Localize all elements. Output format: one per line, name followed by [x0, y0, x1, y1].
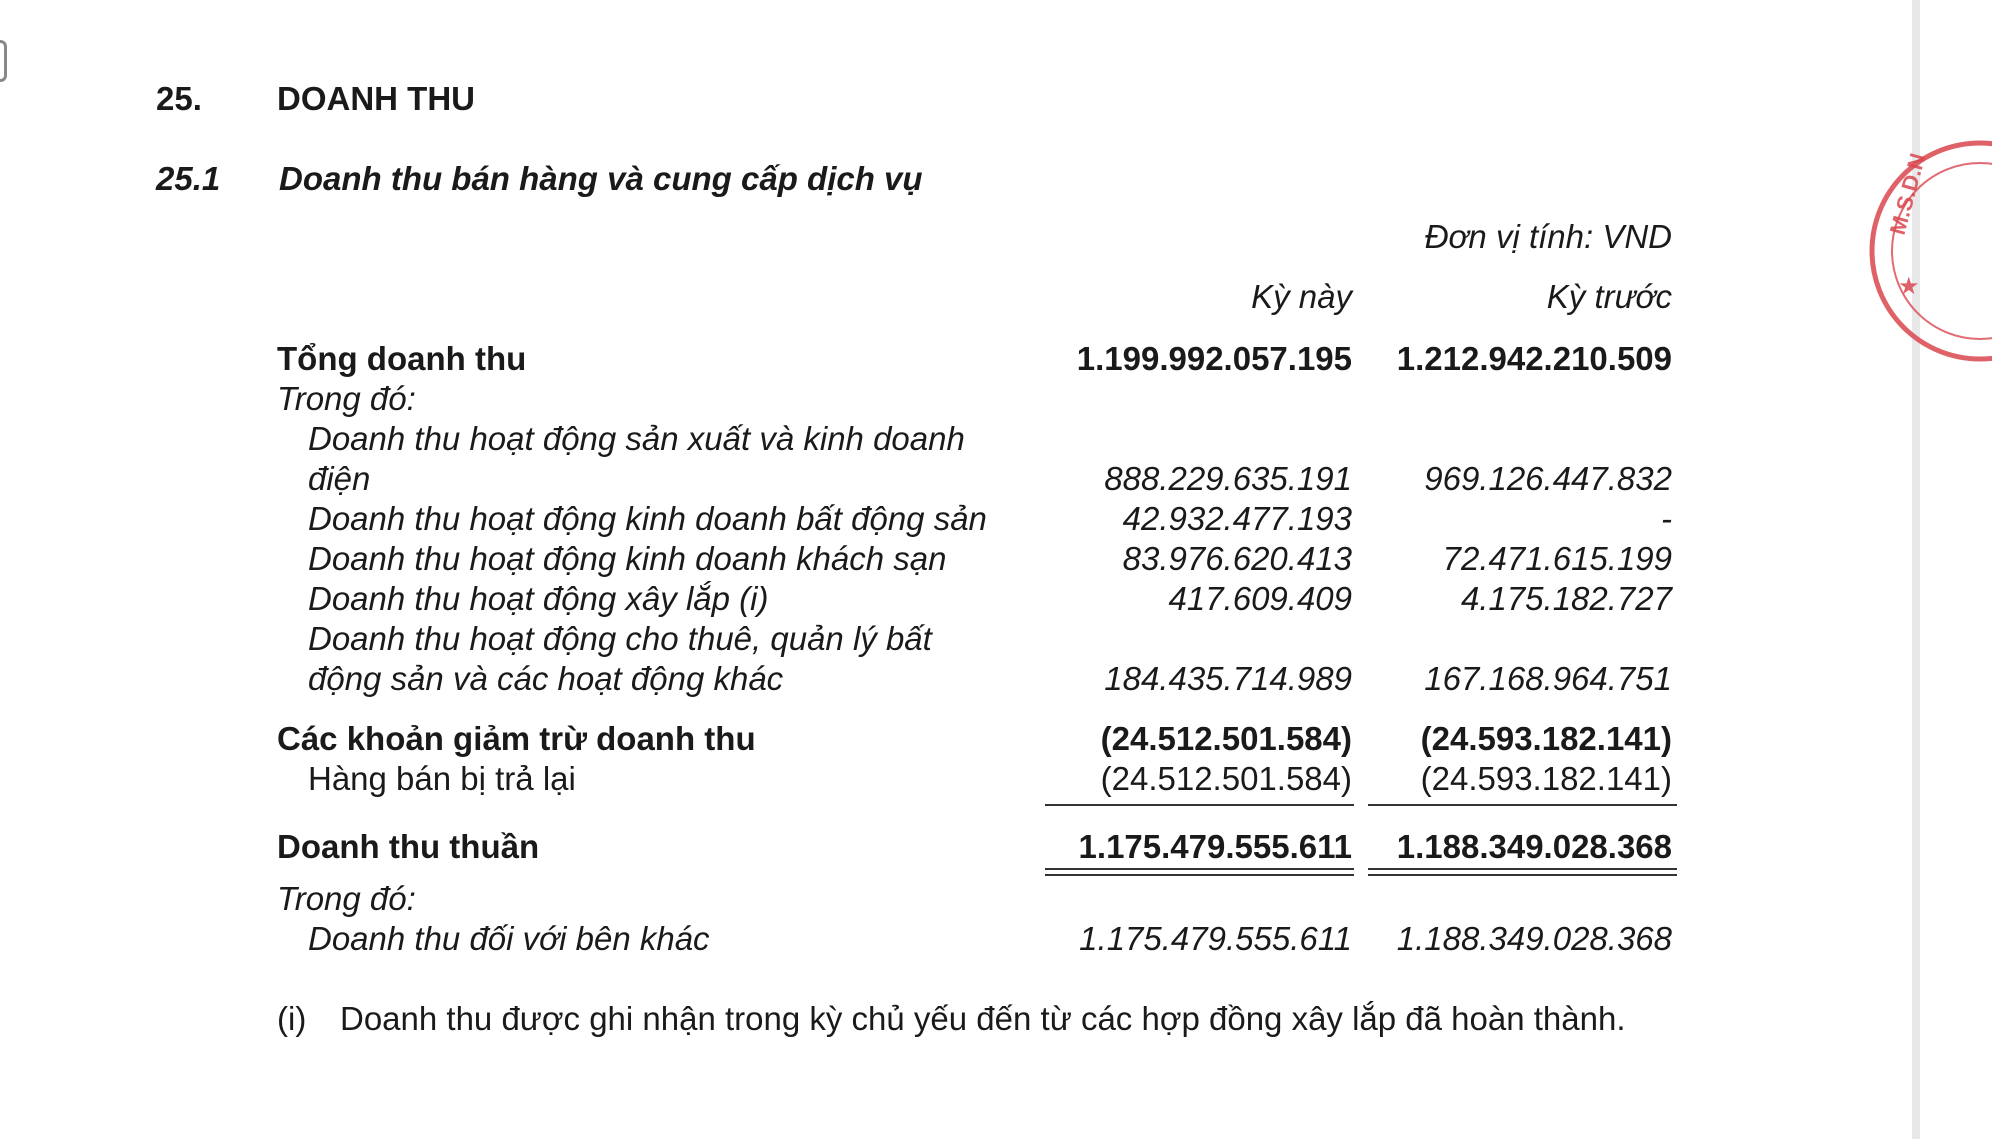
row-label: Doanh thu hoạt động sản xuất và kinh doanh — [308, 420, 965, 457]
value-current: 417.609.409 — [1168, 580, 1352, 617]
value-current: 184.435.714.989 — [1104, 660, 1352, 697]
value-previous: 4.175.182.727 — [1460, 580, 1672, 617]
value-previous: (24.593.182.141) — [1420, 760, 1672, 797]
row-label: Tổng doanh thu — [277, 340, 527, 377]
subsection-number: 25.1 — [156, 160, 221, 197]
value-previous: 1.212.942.210.509 — [1396, 340, 1672, 377]
value-previous: (24.593.182.141) — [1420, 720, 1672, 757]
table-row-of-which-2 — [0, 880, 1920, 920]
row-label: Doanh thu hoạt động kinh doanh bất động sản — [308, 500, 987, 537]
total-double-rule-current — [1045, 868, 1354, 876]
value-current: 42.932.477.193 — [1122, 500, 1352, 537]
value-current: 888.229.635.191 — [1104, 460, 1352, 497]
table-row-other-parties — [0, 920, 1920, 960]
row-label: Các khoản giảm trừ doanh thu — [277, 720, 756, 757]
footnote — [277, 1000, 1626, 1038]
svg-text:M.S.D.N: M.S.D.N — [1884, 150, 1931, 238]
value-current: 1.199.992.057.195 — [1076, 340, 1352, 377]
subsection-title: Doanh thu bán hàng và cung cấp dịch vụ — [279, 160, 923, 197]
value-previous: 72.471.615.199 — [1442, 540, 1672, 577]
section-title: DOANH THU — [277, 80, 475, 117]
value-current: 1.175.479.555.611 — [1079, 920, 1352, 957]
subtotal-rule-current — [1045, 804, 1354, 806]
row-label: Hàng bán bị trả lại — [308, 760, 576, 797]
table-row-sales-returns — [0, 760, 1920, 800]
value-current: 1.175.479.555.611 — [1078, 828, 1352, 865]
row-label: Trong đó: — [277, 380, 416, 417]
column-header-previous: Kỳ trước — [1546, 278, 1672, 315]
value-previous: 1.188.349.028.368 — [1396, 828, 1672, 865]
table-row-electricity-line1 — [0, 420, 1920, 460]
total-double-rule-previous — [1368, 868, 1677, 876]
column-header-current: Kỳ này — [1251, 278, 1352, 315]
row-label: Doanh thu hoạt động cho thuê, quản lý bất — [308, 620, 932, 657]
row-label: Doanh thu thuần — [277, 828, 540, 865]
row-label-cont: động sản và các hoạt động khác — [308, 660, 784, 697]
value-current: 83.976.620.413 — [1122, 540, 1352, 577]
footnote-marker: (i) — [277, 1000, 307, 1037]
value-previous: 969.126.447.832 — [1424, 460, 1672, 497]
table-row-deductions — [0, 720, 1920, 760]
subtotal-rule-previous — [1368, 804, 1677, 806]
value-previous: - — [1661, 500, 1672, 537]
value-previous: 167.168.964.751 — [1424, 660, 1672, 697]
value-current: (24.512.501.584) — [1100, 760, 1352, 797]
table-row-net-revenue — [0, 828, 1920, 868]
table-row-of-which — [0, 380, 1920, 420]
table-row-total-revenue — [0, 340, 1920, 380]
table-row-leasing-line1 — [0, 620, 1920, 660]
section-number: 25. — [156, 80, 202, 117]
row-label: Doanh thu hoạt động kinh doanh khách sạn — [308, 540, 947, 577]
svg-text:★: ★ — [1898, 272, 1920, 300]
unit-label: Đơn vị tính: VND — [1424, 218, 1672, 255]
row-label: Doanh thu đối với bên khác — [308, 920, 710, 957]
page-edge-mark — [0, 40, 7, 82]
company-seal-stamp — [1862, 116, 1992, 386]
table-row-construction — [0, 580, 1920, 620]
table-row-leasing — [0, 660, 1920, 700]
row-label: Trong đó: — [277, 880, 416, 917]
value-previous: 1.188.349.028.368 — [1396, 920, 1672, 957]
row-label: Doanh thu hoạt động xây lắp (i) — [308, 580, 769, 617]
row-label-cont: điện — [308, 460, 371, 497]
table-row-real-estate — [0, 500, 1920, 540]
value-current: (24.512.501.584) — [1100, 720, 1352, 757]
table-row-hotel — [0, 540, 1920, 580]
footnote-text: Doanh thu được ghi nhận trong kỳ chủ yếu đến từ các hợp đồng xây lắp đã hoàn thành. — [340, 1000, 1626, 1037]
table-row-electricity — [0, 460, 1920, 500]
